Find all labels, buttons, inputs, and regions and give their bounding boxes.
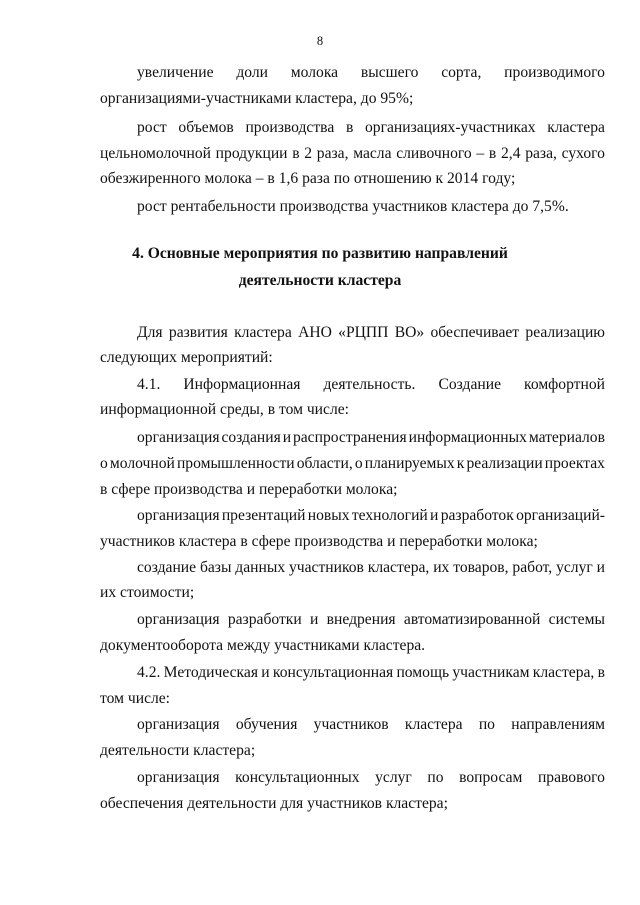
text-line: обеспечения деятельности для участников кластера;: [100, 795, 448, 812]
word: 2: [304, 145, 313, 162]
word: участникам: [452, 664, 530, 681]
justified-line: [137, 768, 605, 788]
text-line: [0, 323, 640, 343]
word: к: [456, 455, 465, 472]
word: проектах: [544, 455, 605, 472]
word: ВО»: [394, 324, 425, 341]
text-line: [0, 118, 640, 138]
text-line: [0, 663, 640, 683]
word: кластера: [234, 324, 292, 341]
text-line: деятельности кластера;: [100, 742, 256, 759]
word: и: [261, 664, 270, 681]
justified-line: [137, 610, 605, 630]
text-line: [0, 715, 640, 735]
page-number: 8: [316, 34, 324, 48]
word: их: [433, 559, 450, 576]
word: услуг: [375, 769, 412, 786]
word: в: [292, 145, 300, 162]
text-line: [0, 768, 640, 788]
word: организация: [137, 429, 220, 446]
word: и: [596, 559, 605, 576]
text-line: [0, 375, 640, 395]
word: сливочного: [396, 145, 472, 162]
word: АНО: [298, 324, 332, 341]
text-line: следующих мероприятий:: [100, 349, 273, 366]
word: организаций-: [516, 507, 605, 524]
word: информационных: [408, 429, 527, 446]
word: организация: [137, 507, 220, 524]
text-line: [0, 558, 640, 578]
text-line: информационной среды, в том числе:: [100, 401, 349, 418]
word: разработок: [440, 507, 514, 524]
word: комфортной: [524, 376, 605, 393]
word: Информационная: [183, 376, 301, 393]
word: раза,: [316, 145, 349, 162]
word: молока: [290, 64, 339, 81]
word: –: [476, 145, 485, 162]
word: 4.2.: [137, 664, 161, 681]
word: раза,: [525, 145, 557, 162]
word: по: [478, 716, 495, 733]
word: области,: [296, 455, 353, 472]
text-line: [0, 506, 640, 526]
word: консультационная: [272, 664, 394, 681]
word: товаров,: [453, 559, 509, 576]
word: организация: [137, 716, 220, 733]
word: в: [488, 145, 497, 162]
word: производимого: [504, 64, 605, 81]
word: презентаций: [221, 507, 306, 524]
justified-line: [100, 454, 605, 474]
word: продукции: [215, 145, 288, 162]
text-line: [0, 454, 640, 474]
word: и: [430, 507, 439, 524]
word: сухого: [561, 145, 605, 162]
word: в: [345, 119, 354, 136]
word: высшего: [360, 64, 419, 81]
text-line: том числе:: [100, 690, 171, 707]
word: создания: [221, 429, 281, 446]
word: планируемых: [364, 455, 455, 472]
word: системы: [548, 611, 605, 628]
word: направлениям: [511, 716, 605, 733]
word: увеличение: [137, 64, 214, 81]
word: рост: [137, 119, 167, 136]
word: реализацию: [525, 324, 605, 341]
section-heading: 4. Основные мероприятия по развитию направлений: [132, 245, 508, 262]
text-line: обезжиренного молока – в 1,6 раза по отношению к 2014 году;: [100, 170, 516, 187]
text-line: рост рентабельности производства участников кластера до 7,5%.: [137, 198, 569, 215]
word: вопросам: [459, 769, 523, 786]
word: создание: [137, 559, 197, 576]
justified-line: [137, 323, 605, 343]
word: кластера: [404, 716, 463, 733]
text-line: организациями-участниками кластера, до 95%;: [100, 90, 414, 107]
text-line: [0, 144, 640, 164]
word: о: [100, 455, 108, 472]
text-line: участников кластера в сфере производства и переработки молока;: [100, 533, 538, 550]
word: и: [282, 429, 292, 446]
section-heading: деятельности кластера: [238, 272, 402, 289]
word: о: [354, 455, 363, 472]
word: кластера,: [532, 664, 595, 681]
word: организация: [137, 769, 220, 786]
word: работ,: [512, 559, 553, 576]
word: разработки: [227, 611, 302, 628]
word: цельномолочной: [100, 145, 211, 162]
word: сорта,: [441, 64, 482, 81]
text-line: документооборота между участниками кластера.: [100, 637, 426, 654]
word: развития: [168, 324, 228, 341]
word: помощь: [396, 664, 450, 681]
word: 4.1.: [137, 376, 161, 393]
word: и: [310, 611, 319, 628]
word: участников: [313, 716, 389, 733]
word: правового: [537, 769, 605, 786]
word: Для: [137, 324, 163, 341]
word: новых: [307, 507, 350, 524]
word: производства: [245, 119, 335, 136]
word: кластера: [547, 119, 605, 136]
word: распространения: [292, 429, 407, 446]
text-line: [0, 610, 640, 630]
word: промышленности: [176, 455, 295, 472]
word: доли: [236, 64, 268, 81]
justified-line: [137, 506, 605, 526]
word: Создание: [438, 376, 501, 393]
text-line: их стоимости;: [100, 584, 195, 601]
word: реализации: [466, 455, 543, 472]
word: деятельность.: [323, 376, 416, 393]
word: молочной: [109, 455, 175, 472]
justified-line: [137, 375, 605, 395]
word: Методическая: [163, 664, 258, 681]
word: технологий: [351, 507, 428, 524]
word: 2,4: [501, 145, 521, 162]
word: услуг: [556, 559, 593, 576]
justified-line: [100, 144, 605, 164]
word: обеспечивает: [430, 324, 520, 341]
word: организациях-участниках: [365, 119, 536, 136]
text-line: [0, 63, 640, 83]
text-line: в сфере производства и переработки молока;: [100, 481, 398, 498]
justified-line: [137, 558, 605, 578]
word: по: [427, 769, 444, 786]
word: организация: [137, 611, 220, 628]
word: объемов: [178, 119, 234, 136]
word: «РЦПП: [338, 324, 389, 341]
justified-line: [137, 715, 605, 735]
word: автоматизированной: [403, 611, 541, 628]
word: внедрения: [326, 611, 396, 628]
word: материалов: [528, 429, 605, 446]
word: масла: [353, 145, 392, 162]
word: участников: [288, 559, 364, 576]
justified-line: [137, 118, 605, 138]
word: базы: [199, 559, 232, 576]
text-line: [0, 428, 640, 448]
word: кластера,: [367, 559, 430, 576]
justified-line: [137, 63, 605, 83]
word: обучения: [235, 716, 298, 733]
word: данных: [235, 559, 286, 576]
justified-line: [137, 663, 605, 683]
word: в: [597, 664, 605, 681]
word: консультационных: [235, 769, 360, 786]
justified-line: [137, 428, 605, 448]
